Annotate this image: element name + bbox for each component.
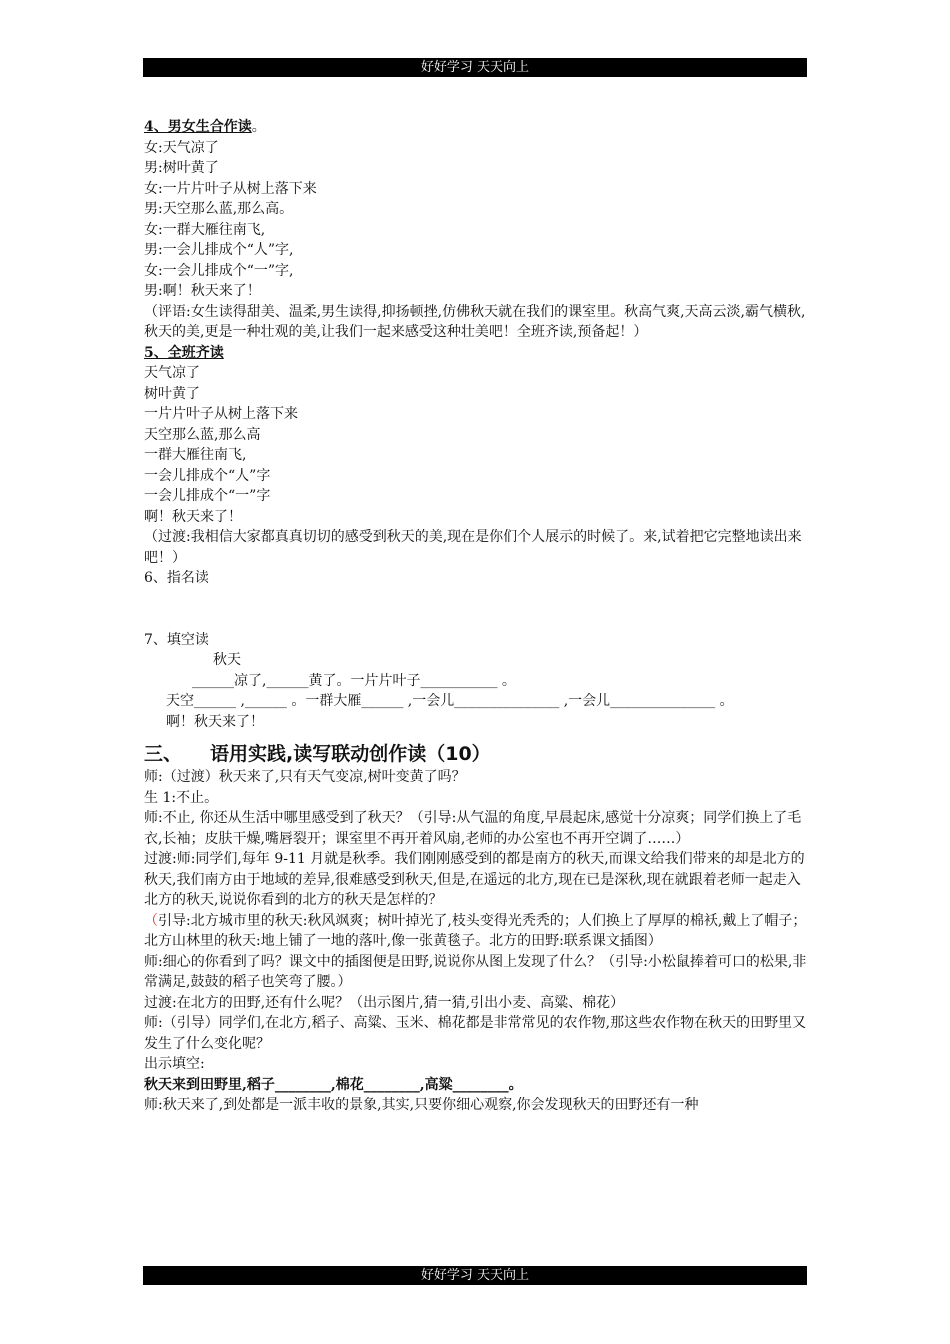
section-4-heading (144, 117, 808, 138)
section-6-heading: 6、指名读 (144, 570, 209, 586)
document-body (144, 117, 808, 1116)
header-banner: 好好学习 天天向上 (143, 58, 807, 77)
paragraph-text: 引导:北方城市里的秋天:秋风飒爽；树叶掉光了,枝头变得光秃秃的；人们换上了厚厚的棉袄,戴上了帽子；北方山林里的秋天:地上铺了一地的落叶,像一张黄毯子。北方的田野:联系课文插图） (144, 912, 807, 949)
paragraph: 生 1:不止。 (144, 789, 219, 806)
paragraph: 师:（过渡）秋天来了,只有天气变凉,树叶变黄了吗？ (144, 769, 466, 785)
fill-in-prompt: 秋天来到田野里,稻子________,棉花________,高粱________。 (144, 1076, 523, 1093)
s4-line: 女:一片片叶子从树上落下来 (144, 180, 317, 197)
section-3-title: 语用实践,读写联动创作读（10） (210, 743, 491, 765)
s4-line: 男:一会儿排成个“人”字, (144, 242, 294, 258)
s7-fill-line-3: 啊！秋天来了！ (166, 713, 264, 730)
paragraph: 过渡:师:同学们,每年 9-11 月就是秋季。我们刚刚感受到的都是南方的秋天,而课文给我们带来的却是北方的秋天,我们南方由于地域的差异,很难感受到秋天,但是,在遥远的北方,现在已是深秋,现在就跟着老师一起走入北方的秋天,说说你看到的北方的秋天是怎样的？ (144, 851, 805, 908)
paragraph (144, 911, 808, 952)
footer-banner: 好好学习 天天向上 (143, 1266, 807, 1285)
s4-line: 男:天空那么蓝,那么高。 (144, 201, 294, 217)
paren-open: （ (144, 912, 158, 929)
s4-line: 女:一会儿排成个“一”字, (144, 262, 294, 279)
paragraph: 过渡:在北方的田野,还有什么呢？（出示图片,猜一猜,引出小麦、高粱、棉花） (144, 994, 625, 1011)
s5-comment: （过渡:我相信大家都真真切切的感受到秋天的美,现在是你们个人展示的时候了。来,试着把它完整地读出来吧！） (144, 529, 802, 566)
section-3-number: 三、 (144, 743, 183, 765)
s5-line: 一片片叶子从树上落下来 (144, 406, 298, 422)
section-7-heading: 7、填空读 (144, 631, 209, 648)
s5-line: 一会儿排成个“人”字 (144, 467, 271, 484)
paragraph: 师:细心的你看到了吗？课文中的插图便是田野,说说你从图上发现了什么？（引导:小松鼠捧着可口的松果,非常满足,鼓鼓的稻子也笑弯了腰。） (144, 953, 807, 990)
s4-line: 男:啊！秋天来了！ (144, 283, 261, 299)
paragraph: 师:（引导）同学们,在北方,稻子、高粱、玉米、棉花都是非常常见的农作物,那这些农作物在秋天的田野里又发生了什么变化呢？ (144, 1015, 807, 1052)
s4-line: 男:树叶黄了 (144, 160, 219, 176)
s4-comment: （评语:女生读得甜美、温柔,男生读得,抑扬顿挫,仿佛秋天就在我们的课室里。秋高气爽,天高云淡,霸气横秋,秋天的美,更是一种壮观的美,让我们一起来感受这种壮美吧！全班齐读,预备起！） (144, 303, 806, 340)
paragraph: 师:秋天来了,到处都是一派丰收的景象,其实,只要你细心观察,你会发现秋天的田野还有一种 (144, 1097, 699, 1113)
s5-line: 树叶黄了 (144, 385, 200, 402)
s5-line: 天气凉了 (144, 365, 200, 381)
s4-line: 女:天气凉了 (144, 139, 219, 156)
section-4-heading-tail: 。 (251, 119, 266, 135)
paragraph: 出示填空: (144, 1056, 205, 1072)
section-3-heading (144, 741, 808, 767)
section-5-heading: 5、全班齐读 (144, 344, 224, 361)
section-4-heading-text: 4、男女生合作读 (144, 119, 252, 135)
s7-fill-line-2: 天空______ ,______ 。一群大雁______ ,一会儿_______________ ,一会儿_______________ 。 (166, 693, 734, 709)
s5-line: 啊！秋天来了！ (144, 508, 242, 525)
s4-line: 女:一群大雁往南飞, (144, 221, 266, 238)
s7-fill-line-1: ______凉了,______黄了。一片片叶子___________ 。 (192, 672, 516, 689)
s7-title: 秋天 (213, 652, 241, 668)
s5-line: 天空那么蓝,那么高 (144, 426, 261, 443)
blank-space (144, 589, 808, 630)
s5-line: 一会儿排成个“一”字 (144, 488, 271, 504)
paragraph: 师:不止, 你还从生活中哪里感受到了秋天？（引导:从气温的角度,早晨起床,感觉十分凉爽；同学们换上了毛衣,长袖；皮肤干燥,嘴唇裂开；课室里不再开着风扇,老师的办公室也不再开空调了……） (144, 810, 802, 847)
s5-line: 一群大雁往南飞, (144, 447, 247, 463)
